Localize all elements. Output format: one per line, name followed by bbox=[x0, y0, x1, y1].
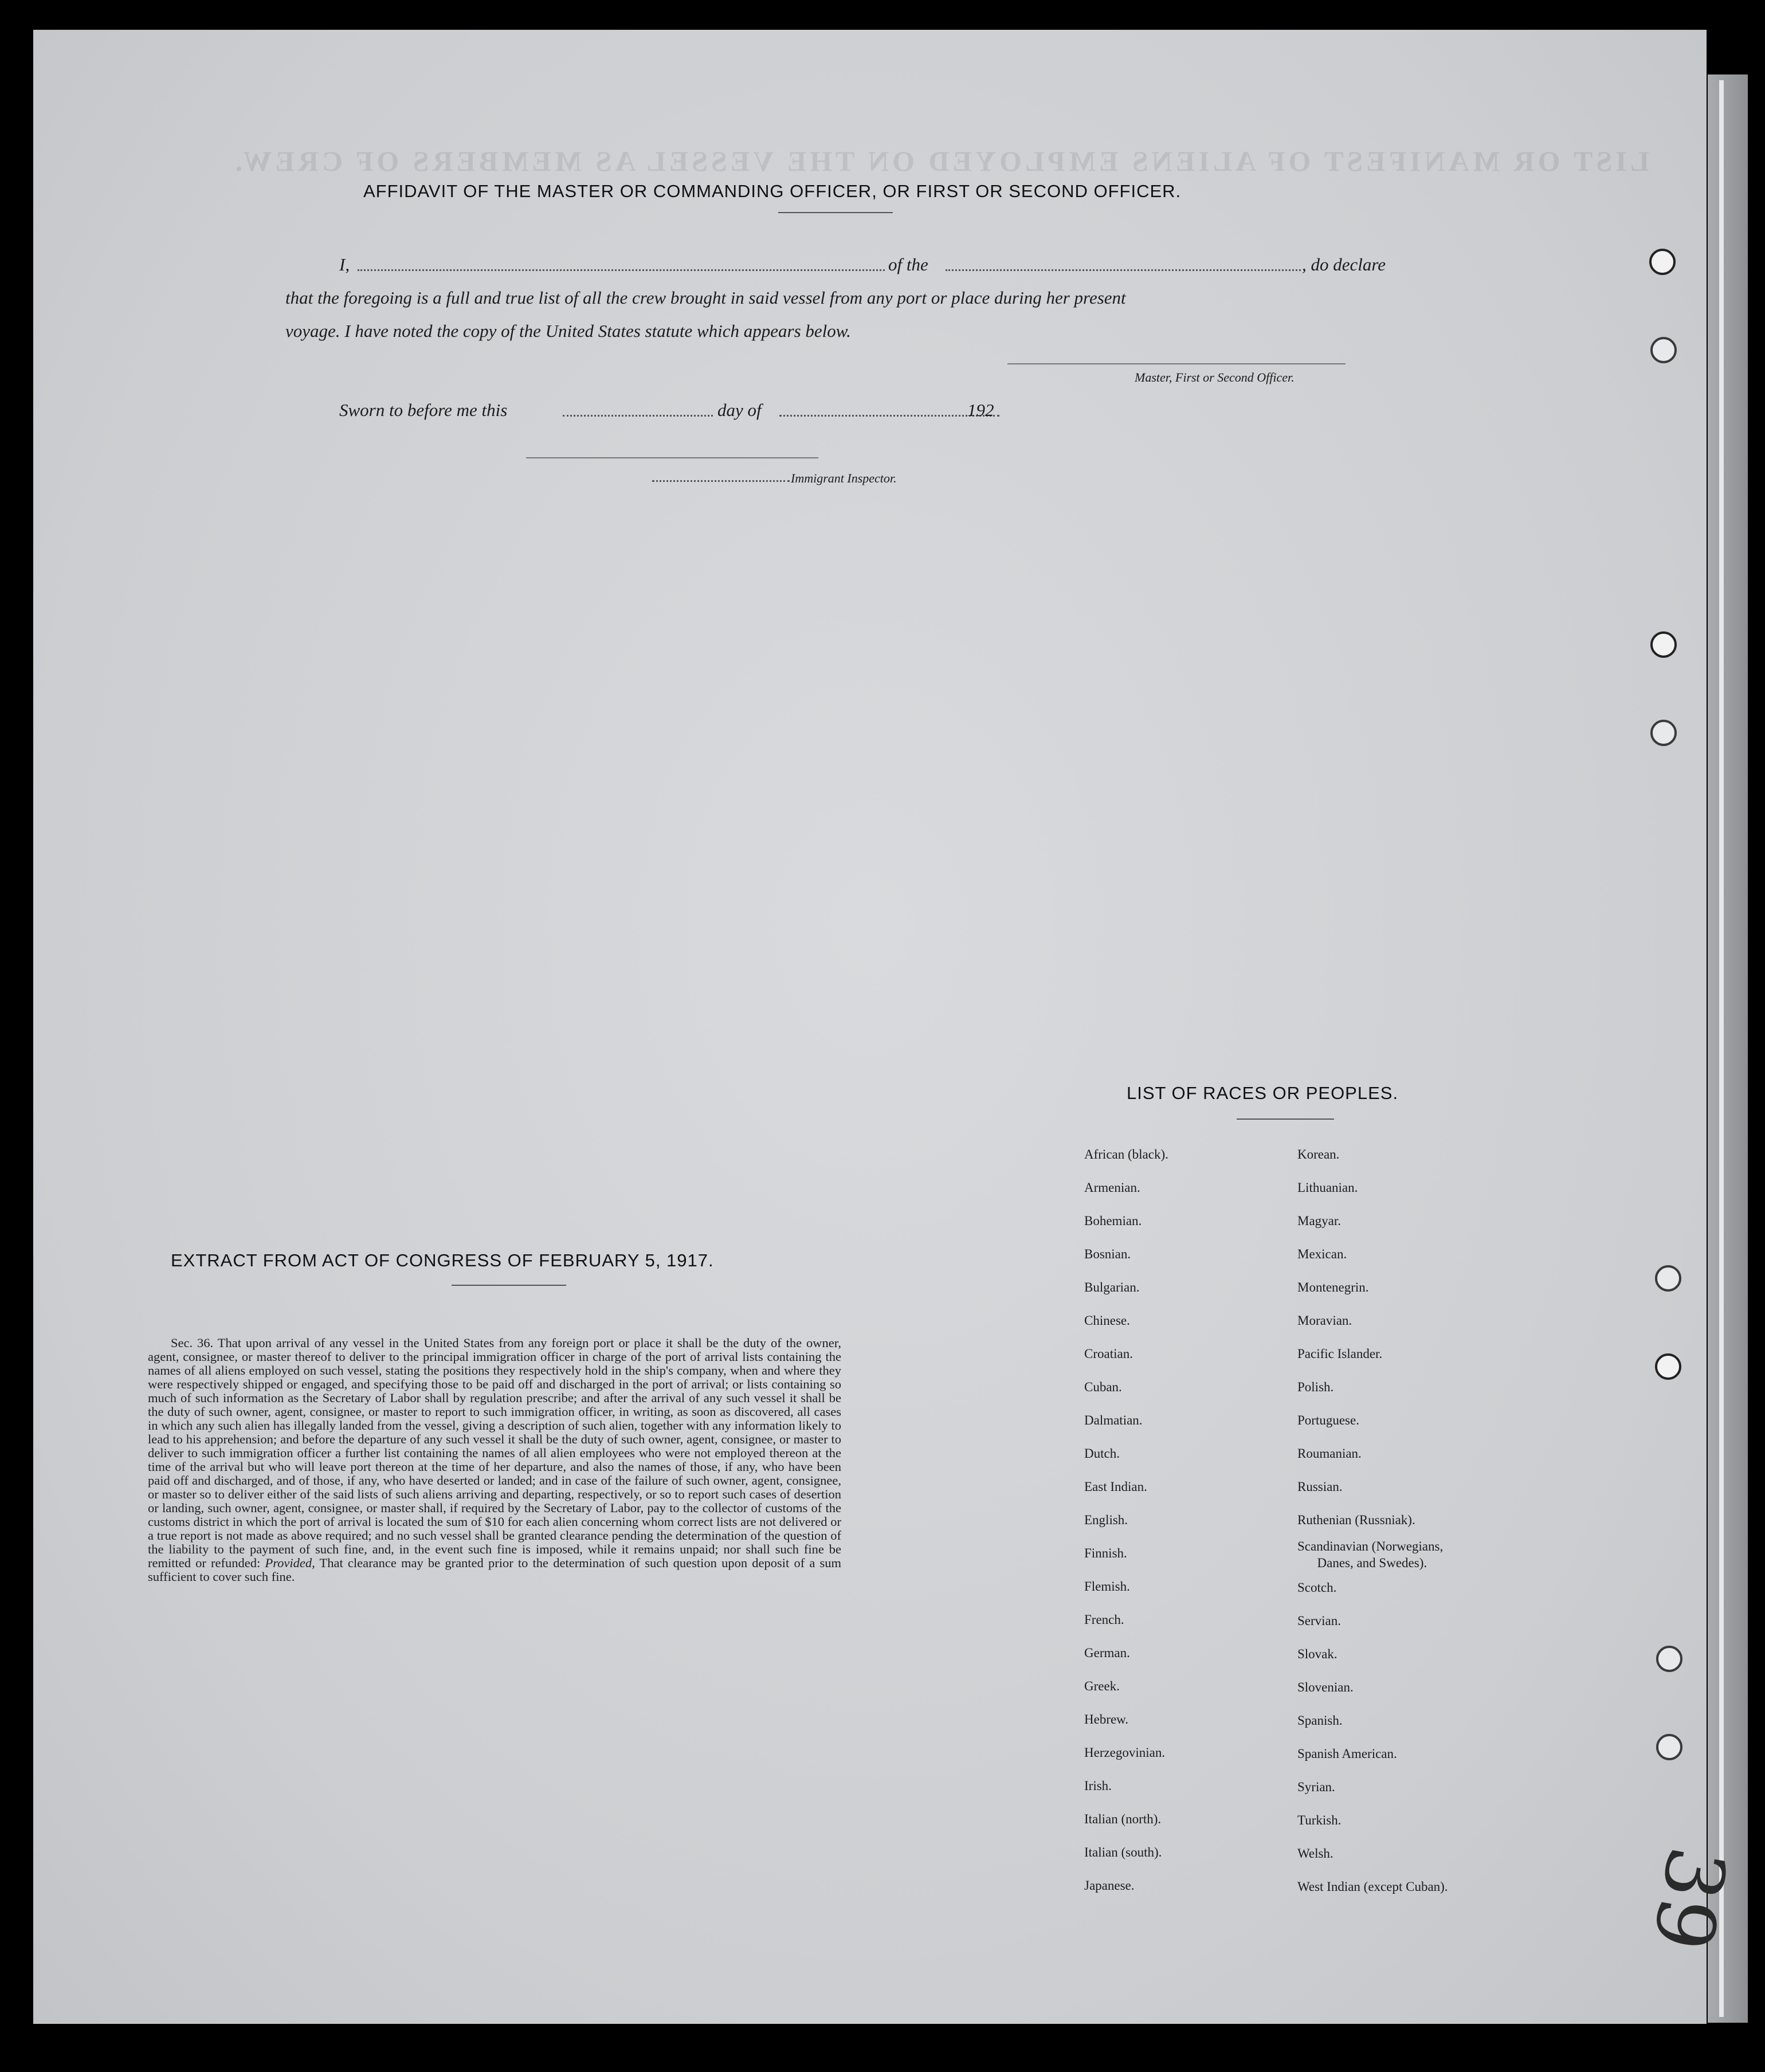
page-edge-highlight bbox=[1719, 80, 1724, 2017]
race-item-right: Scotch. bbox=[1297, 1580, 1337, 1595]
binder-hole bbox=[1656, 1646, 1682, 1672]
race-item-right: Montenegrin. bbox=[1297, 1280, 1369, 1294]
extract-section-text: That upon arrival of any vessel in the United States from any foreign port or place it shall be the duty of the owner, agent, consignee, or master thereof to deliver to the principal immigration officer in charge of the port of arrival lists containing the names of all aliens employed on such vessel, stating the positions they respectively hold in the ship's company, when and where they were respectively shipped or engaged, and specifying those to be paid off and discharged in the port of arrival; or lists containing so much of such information as the Secretary of Labor shall by regulation prescribe; and after the arrival of any such vessel it shall be the duty of such owner, agent, consignee, or master to report to such immigration officer, in writing, as soon as discovered, all cases in which any such alien has illegally landed from the vessel, giving a description of such alien, together with any information likely to lead to his apprehension; and before the departure of any such vessel it shall be the duty of such owner, agent, consignee, or master to deliver to such immigration officer a further list containing the names of all alien employees who were not employed thereon at the time of the arrival but who will leave port thereon at the time of her departure, and also the names of those, if any, who have been paid off and discharged, and of those, if any, who have deserted or landed; and in case of the failure of such owner, agent, consignee, or master so to deliver either of the said lists of such aliens arriving and departing, respectively, or so to report such cases of desertion or landing, such owner, agent, consignee, or master shall, if required by the Secretary of Labor, pay to the collector of customs of the customs district in which the port of arrival is located the sum of $10 for each alien concerning whom correct lists are not delivered or a true report is not made as above required; and no such vessel shall be granted clearance pending the determination of the question of the liability to the payment of such fine, and, in the event such fine is imposed, while it remains unpaid; nor shall such fine be remitted or refunded: bbox=[148, 1336, 842, 1570]
race-item-left: French. bbox=[1084, 1612, 1124, 1627]
affidavit-line-2: that the foregoing is a full and true list of all the crew brought in said vessel from any port or place during her present bbox=[285, 288, 1126, 308]
race-item-left: African (black). bbox=[1084, 1147, 1168, 1161]
sworn-label: Sworn to before me this bbox=[339, 400, 508, 420]
race-item-left: Bulgarian. bbox=[1084, 1280, 1140, 1294]
race-item-right: Roumanian. bbox=[1297, 1446, 1362, 1461]
race-item-right: Slovak. bbox=[1297, 1647, 1338, 1661]
race-item-right: Pacific Islander. bbox=[1297, 1347, 1383, 1361]
race-item-left: Chinese. bbox=[1084, 1313, 1130, 1328]
race-item-left: Herzegovinian. bbox=[1084, 1745, 1166, 1760]
races-heading: LIST OF RACES OR PEOPLES. bbox=[1127, 1083, 1399, 1103]
affidavit-of-the-label: of the bbox=[888, 254, 928, 274]
race-item-left: Japanese. bbox=[1084, 1878, 1135, 1893]
sworn-year-label: 192 bbox=[967, 400, 994, 420]
race-item-left: Bohemian. bbox=[1084, 1214, 1142, 1228]
race-item-right: Turkish. bbox=[1297, 1813, 1342, 1827]
binder-hole bbox=[1650, 631, 1677, 658]
inspector-label: Immigrant Inspector. bbox=[791, 471, 897, 485]
race-item-left: English. bbox=[1084, 1513, 1128, 1527]
affidavit-line-3: voyage. I have noted the copy of the United States statute which appears below. bbox=[285, 321, 851, 341]
document-page bbox=[33, 30, 1744, 2024]
race-item-right: Magyar. bbox=[1297, 1214, 1342, 1228]
races-left-column bbox=[1084, 1138, 1168, 1902]
race-item-left: Finnish. bbox=[1084, 1546, 1127, 1560]
race-item-right: Moravian. bbox=[1297, 1313, 1352, 1328]
extract-heading-rule bbox=[452, 1285, 566, 1286]
race-item-right: Polish. bbox=[1297, 1380, 1334, 1394]
race-item-left: Italian (south). bbox=[1084, 1845, 1162, 1859]
race-item-left: Greek. bbox=[1084, 1679, 1120, 1693]
handwritten-page-number: 39 bbox=[1634, 1840, 1744, 1957]
race-item-right: Portuguese. bbox=[1297, 1413, 1359, 1427]
race-item-right: Russian. bbox=[1297, 1480, 1343, 1494]
race-item-right: Welsh. bbox=[1297, 1846, 1333, 1861]
binder-hole bbox=[1649, 249, 1676, 275]
affidavit-heading-rule bbox=[778, 212, 893, 213]
race-item-right: Lithuanian. bbox=[1297, 1180, 1358, 1195]
race-item-left: Cuban. bbox=[1084, 1380, 1122, 1394]
races-right-column bbox=[1297, 1138, 1448, 1904]
master-signature-line[interactable] bbox=[1007, 363, 1346, 364]
race-item-left: Flemish. bbox=[1084, 1579, 1130, 1594]
race-item-right: West Indian (except Cuban). bbox=[1297, 1879, 1448, 1894]
race-item-right: Mexican. bbox=[1297, 1247, 1347, 1261]
extract-section-label: Sec. 36. bbox=[171, 1336, 214, 1350]
binder-hole bbox=[1655, 1353, 1681, 1380]
race-item-right: Korean. bbox=[1297, 1147, 1340, 1161]
extract-provided: Provided, bbox=[265, 1556, 315, 1570]
race-item-right: Scandinavian (Norwegians, Danes, and Swedes). bbox=[1297, 1539, 1444, 1570]
race-item-right: Servian. bbox=[1297, 1614, 1342, 1628]
race-item-left: Armenian. bbox=[1084, 1180, 1140, 1195]
day-of-label: day of bbox=[717, 400, 762, 420]
race-item-left: German. bbox=[1084, 1646, 1130, 1660]
race-item-left: Irish. bbox=[1084, 1779, 1112, 1793]
race-item-left: Bosnian. bbox=[1084, 1247, 1131, 1261]
race-item-right: Slovenian. bbox=[1297, 1680, 1354, 1694]
affidavit-declare-label: , do declare bbox=[1302, 254, 1386, 274]
race-item-left: East Indian. bbox=[1084, 1480, 1147, 1494]
race-item-left: Dalmatian. bbox=[1084, 1413, 1143, 1427]
race-item-right: Spanish. bbox=[1297, 1713, 1343, 1728]
affidavit-i-label: I, bbox=[339, 254, 350, 274]
race-item-right: Spanish American. bbox=[1297, 1747, 1397, 1761]
race-item-left: Croatian. bbox=[1084, 1347, 1133, 1361]
sworn-day-field[interactable] bbox=[563, 415, 713, 417]
races-heading-rule bbox=[1237, 1119, 1334, 1120]
extract-heading: EXTRACT FROM ACT OF CONGRESS OF FEBRUARY 5, 1917. bbox=[171, 1250, 714, 1270]
inspector-name-dots bbox=[652, 480, 790, 482]
bleed-through-title: LIST OR MANIFEST OF ALIENS EMPLOYED ON THE VESSEL AS MEMBERS OF CREW. bbox=[232, 145, 1649, 177]
race-item-left: Hebrew. bbox=[1084, 1712, 1129, 1726]
vessel-name-field[interactable] bbox=[946, 269, 1301, 271]
affidavit-heading: AFFIDAVIT OF THE MASTER OR COMMANDING OFFICER, OR FIRST OR SECOND OFFICER. bbox=[363, 181, 1182, 201]
binder-hole bbox=[1650, 337, 1677, 363]
extract-body bbox=[148, 1336, 841, 1584]
binder-hole bbox=[1656, 1734, 1682, 1760]
extract-tail: That clearance may be granted prior to the determination of such question upon deposit of a sum sufficient to cover such fine. bbox=[148, 1556, 842, 1584]
master-name-field[interactable] bbox=[358, 269, 885, 271]
master-signature-label: Master, First or Second Officer. bbox=[1135, 370, 1295, 384]
sworn-month-field[interactable] bbox=[779, 415, 999, 417]
race-item-left: Dutch. bbox=[1084, 1446, 1120, 1461]
binder-hole bbox=[1655, 1265, 1681, 1292]
race-item-right: Syrian. bbox=[1297, 1780, 1335, 1794]
binder-hole bbox=[1650, 720, 1677, 746]
inspector-signature-line[interactable] bbox=[526, 457, 818, 458]
race-item-right: Ruthenian (Russniak). bbox=[1297, 1513, 1415, 1527]
race-item-left: Italian (north). bbox=[1084, 1812, 1162, 1826]
page-edge bbox=[1708, 74, 1748, 2023]
